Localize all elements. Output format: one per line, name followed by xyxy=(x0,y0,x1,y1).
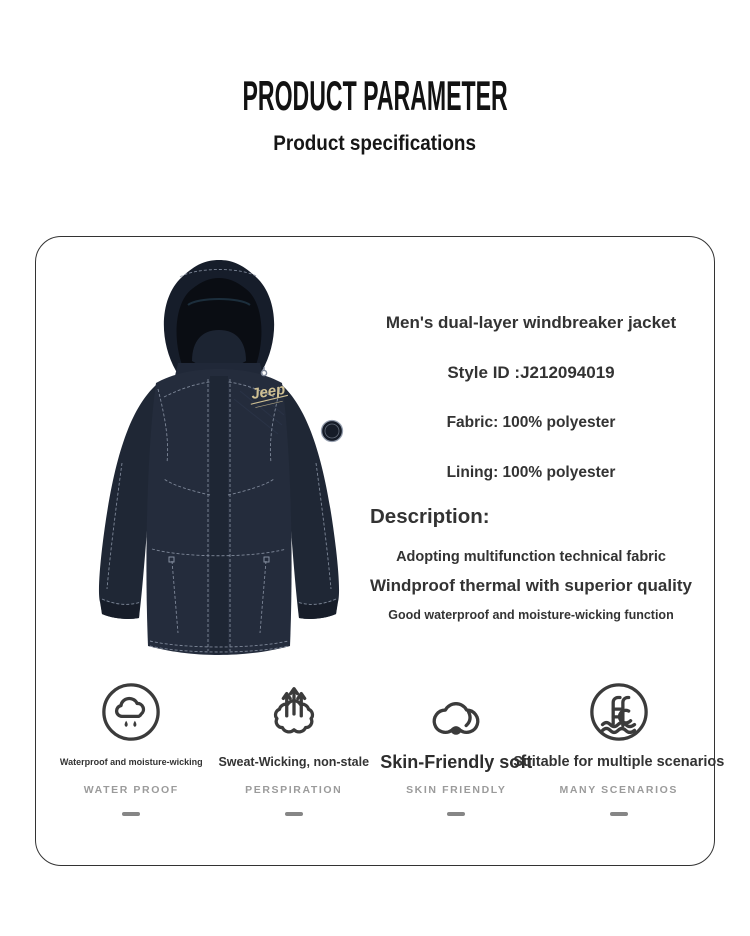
feature-waterproof xyxy=(50,681,213,857)
feature-underline xyxy=(122,812,140,816)
feature-many-scenarios xyxy=(513,681,725,857)
description-line-2: Windproof thermal with superior quality xyxy=(370,576,692,595)
feature-caption: WATER PROOF xyxy=(83,784,179,796)
rain-cloud-icon xyxy=(100,681,162,743)
feature-underline xyxy=(285,812,303,816)
feature-caption: PERSPIRATION xyxy=(245,784,343,796)
pool-ladder-icon xyxy=(588,681,650,743)
feature-underline xyxy=(447,812,465,816)
product-image-jacket xyxy=(64,249,374,659)
sleeve-badge xyxy=(322,421,343,442)
description-heading: Description: xyxy=(370,505,490,528)
product-name: Men's dual-layer windbreaker jacket xyxy=(385,313,677,332)
sweat-arrows-cloud-icon xyxy=(263,681,325,743)
feature-caption: SKIN FRIENDLY xyxy=(406,784,507,796)
product-style-id: Style ID :J212094019 xyxy=(447,363,615,382)
feature-perspiration xyxy=(213,681,376,857)
page-subheader xyxy=(0,132,750,156)
page-header xyxy=(0,72,750,120)
feature-label: Sweat-Wicking, non-stale xyxy=(218,755,370,769)
feature-caption: MANY SCENARIOS xyxy=(559,784,678,796)
page-title: PRODUCT PARAMETER xyxy=(242,72,508,119)
product-spec-card xyxy=(35,236,725,866)
product-lining: Lining: 100% polyester xyxy=(446,464,616,481)
feature-underline xyxy=(610,812,628,816)
feature-label: Waterproof and moisture-wicking xyxy=(59,757,203,767)
svg-text:Jeep: Jeep xyxy=(249,380,287,403)
product-fabric: Fabric: 100% polyester xyxy=(446,414,616,431)
description-line-3: Good waterproof and moisture-wicking function xyxy=(388,608,674,622)
feature-row xyxy=(50,681,725,857)
description-line-1: Adopting multifunction technical fabric xyxy=(396,549,666,565)
feature-label: Suitable for multiple scenarios xyxy=(513,754,725,770)
feature-label: Skin-Friendly soft xyxy=(380,752,533,772)
page-subtitle: Product specifications xyxy=(273,132,477,155)
cotton-boll-icon xyxy=(425,681,487,743)
